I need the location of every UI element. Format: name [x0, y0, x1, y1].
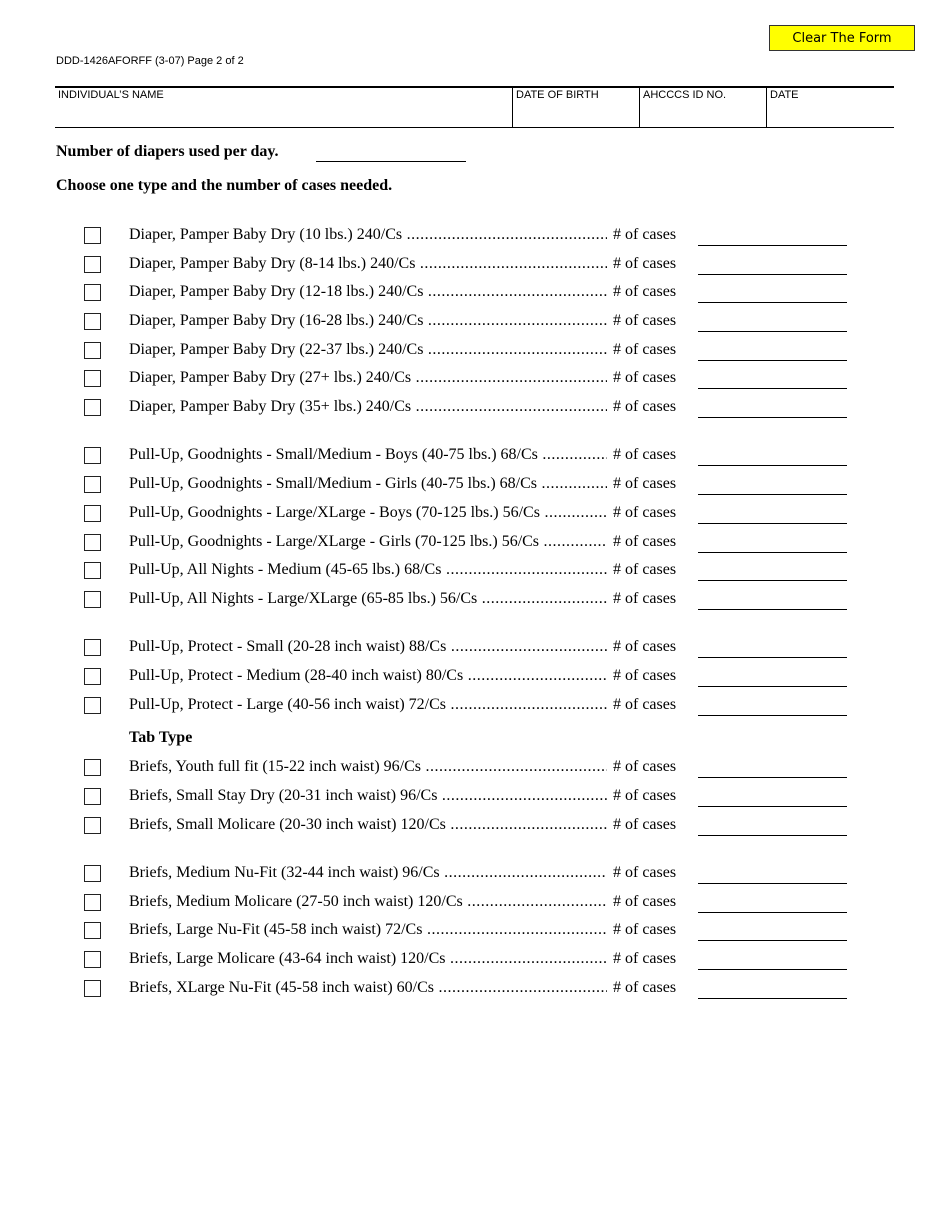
item-label: Pull-Up, Goodnights - Small/Medium - Girls (40-75 lbs.) 68/Cs ..... [129, 474, 607, 494]
item-checkbox[interactable] [84, 313, 101, 330]
cases-label: # of cases [613, 226, 677, 243]
cases-input[interactable] [698, 258, 847, 275]
item-label: Pull-Up, Goodnights - Large/XLarge - Boys (70-125 lbs.) 56/Cs ..... [129, 503, 607, 523]
diapers-per-day-input[interactable] [316, 147, 466, 162]
cases-label: # of cases [613, 864, 677, 881]
item-label: Briefs, Large Nu-Fit (45-58 inch waist) 72/Cs ..... [129, 920, 607, 940]
list-item [0, 282, 950, 302]
cases-label: # of cases [613, 475, 677, 492]
diapers-per-day-label: Number of diapers used per day. [56, 143, 279, 160]
list-item [0, 695, 950, 715]
date-label: DATE [770, 89, 799, 101]
list-item [0, 340, 950, 360]
cases-input[interactable] [698, 953, 847, 970]
cases-input[interactable] [698, 790, 847, 807]
item-label: Diaper, Pamper Baby Dry (10 lbs.) 240/Cs ..... [129, 225, 607, 245]
cases-label: # of cases [613, 816, 677, 833]
header-fields-row [55, 86, 894, 128]
individual-name-field[interactable] [55, 88, 512, 128]
cases-label: # of cases [613, 758, 677, 775]
item-label: Diaper, Pamper Baby Dry (35+ lbs.) 240/Cs ..... [129, 397, 607, 417]
list-item [0, 757, 950, 777]
item-checkbox[interactable] [84, 980, 101, 997]
list-item [0, 225, 950, 245]
ahcccs-id-label: AHCCCS ID NO. [643, 89, 727, 101]
cases-label: # of cases [613, 369, 677, 386]
item-checkbox[interactable] [84, 534, 101, 551]
item-label: Diaper, Pamper Baby Dry (27+ lbs.) 240/Cs ..... [129, 368, 607, 388]
item-checkbox[interactable] [84, 505, 101, 522]
item-checkbox[interactable] [84, 399, 101, 416]
cases-label: # of cases [613, 667, 677, 684]
date-field[interactable] [766, 88, 894, 128]
date-of-birth-field[interactable] [512, 88, 639, 128]
cases-input[interactable] [698, 699, 847, 716]
list-item [0, 368, 950, 388]
cases-label: # of cases [613, 590, 677, 607]
cases-label: # of cases [613, 398, 677, 415]
cases-input[interactable] [698, 286, 847, 303]
cases-label: # of cases [613, 893, 677, 910]
item-checkbox[interactable] [84, 759, 101, 776]
item-checkbox[interactable] [84, 817, 101, 834]
item-label: Briefs, Small Molicare (20-30 inch waist) 120/Cs ..... [129, 815, 607, 835]
item-checkbox[interactable] [84, 639, 101, 656]
cases-input[interactable] [698, 924, 847, 941]
item-checkbox[interactable] [84, 227, 101, 244]
form-code: DDD-1426AFORFF (3-07) Page 2 of 2 [56, 55, 244, 67]
cases-input[interactable] [698, 819, 847, 836]
cases-label: # of cases [613, 504, 677, 521]
item-checkbox[interactable] [84, 447, 101, 464]
clear-form-button[interactable]: Clear The Form [769, 25, 915, 51]
item-label: Pull-Up, Protect - Medium (28-40 inch waist) 80/Cs ..... [129, 666, 607, 686]
item-checkbox[interactable] [84, 668, 101, 685]
list-item [0, 920, 950, 940]
cases-label: # of cases [613, 533, 677, 550]
cases-input[interactable] [698, 478, 847, 495]
item-label: Diaper, Pamper Baby Dry (8-14 lbs.) 240/Cs ..... [129, 254, 607, 274]
cases-input[interactable] [698, 536, 847, 553]
list-item [0, 978, 950, 998]
cases-input[interactable] [698, 593, 847, 610]
cases-label: # of cases [613, 787, 677, 804]
item-label: Pull-Up, Goodnights - Small/Medium - Boys (40-75 lbs.) 68/Cs ..... [129, 445, 607, 465]
cases-input[interactable] [698, 761, 847, 778]
item-label: Briefs, Large Molicare (43-64 inch waist) 120/Cs ..... [129, 949, 607, 969]
item-label: Pull-Up, All Nights - Large/XLarge (65-85 lbs.) 56/Cs ..... [129, 589, 607, 609]
list-item [0, 637, 950, 657]
list-item [0, 254, 950, 274]
item-label: Pull-Up, Protect - Large (40-56 inch waist) 72/Cs ..... [129, 695, 607, 715]
item-label: Pull-Up, Protect - Small (20-28 inch waist) 88/Cs ..... [129, 637, 607, 657]
cases-input[interactable] [698, 641, 847, 658]
cases-input[interactable] [698, 982, 847, 999]
item-checkbox[interactable] [84, 476, 101, 493]
cases-input[interactable] [698, 449, 847, 466]
cases-input[interactable] [698, 401, 847, 418]
cases-label: # of cases [613, 561, 677, 578]
item-label: Briefs, Small Stay Dry (20-31 inch waist) 96/Cs ..... [129, 786, 607, 806]
list-item [0, 949, 950, 969]
cases-input[interactable] [698, 670, 847, 687]
item-checkbox[interactable] [84, 591, 101, 608]
list-item [0, 503, 950, 523]
cases-input[interactable] [698, 564, 847, 581]
item-label: Diaper, Pamper Baby Dry (12-18 lbs.) 240/Cs ..... [129, 282, 607, 302]
item-checkbox[interactable] [84, 342, 101, 359]
cases-input[interactable] [698, 229, 847, 246]
item-checkbox[interactable] [84, 256, 101, 273]
cases-label: # of cases [613, 979, 677, 996]
date-of-birth-label: DATE OF BIRTH [516, 89, 599, 101]
list-item [0, 815, 950, 835]
item-checkbox[interactable] [84, 562, 101, 579]
list-item [0, 311, 950, 331]
list-item [0, 892, 950, 912]
item-checkbox[interactable] [84, 284, 101, 301]
cases-input[interactable] [698, 372, 847, 389]
item-label: Briefs, XLarge Nu-Fit (45-58 inch waist) 60/Cs ..... [129, 978, 607, 998]
item-label: Pull-Up, All Nights - Medium (45-65 lbs.) 68/Cs ..... [129, 560, 607, 580]
item-checkbox[interactable] [84, 697, 101, 714]
cases-label: # of cases [613, 283, 677, 300]
item-checkbox[interactable] [84, 922, 101, 939]
cases-input[interactable] [698, 344, 847, 361]
list-item [0, 397, 950, 417]
cases-label: # of cases [613, 255, 677, 272]
ahcccs-id-field[interactable] [639, 88, 766, 128]
item-label: Diaper, Pamper Baby Dry (22-37 lbs.) 240/Cs ..... [129, 340, 607, 360]
item-label: Briefs, Youth full fit (15-22 inch waist) 96/Cs ..... [129, 757, 607, 777]
cases-input[interactable] [698, 315, 847, 332]
list-item [0, 532, 950, 552]
list-item [0, 560, 950, 580]
choose-instruction: Choose one type and the number of cases needed. [56, 177, 393, 194]
item-label: Briefs, Medium Nu-Fit (32-44 inch waist) 96/Cs ..... [129, 863, 607, 883]
list-item [0, 589, 950, 609]
item-checkbox[interactable] [84, 788, 101, 805]
cases-input[interactable] [698, 896, 847, 913]
list-item [0, 445, 950, 465]
list-item [0, 474, 950, 494]
list-item [0, 786, 950, 806]
item-label: Briefs, Medium Molicare (27-50 inch waist) 120/Cs ..... [129, 892, 607, 912]
cases-input[interactable] [698, 867, 847, 884]
item-checkbox[interactable] [84, 370, 101, 387]
list-item [0, 863, 950, 883]
tab-type-heading: Tab Type [129, 729, 193, 746]
item-checkbox[interactable] [84, 894, 101, 911]
cases-input[interactable] [698, 507, 847, 524]
cases-label: # of cases [613, 696, 677, 713]
list-item [0, 666, 950, 686]
cases-label: # of cases [613, 638, 677, 655]
cases-label: # of cases [613, 312, 677, 329]
cases-label: # of cases [613, 921, 677, 938]
item-checkbox[interactable] [84, 865, 101, 882]
item-checkbox[interactable] [84, 951, 101, 968]
individual-name-label: INDIVIDUAL’S NAME [58, 89, 164, 101]
item-label: Pull-Up, Goodnights - Large/XLarge - Girls (70-125 lbs.) 56/Cs ..... [129, 532, 607, 552]
item-label: Diaper, Pamper Baby Dry (16-28 lbs.) 240/Cs ..... [129, 311, 607, 331]
cases-label: # of cases [613, 446, 677, 463]
cases-label: # of cases [613, 950, 677, 967]
cases-label: # of cases [613, 341, 677, 358]
